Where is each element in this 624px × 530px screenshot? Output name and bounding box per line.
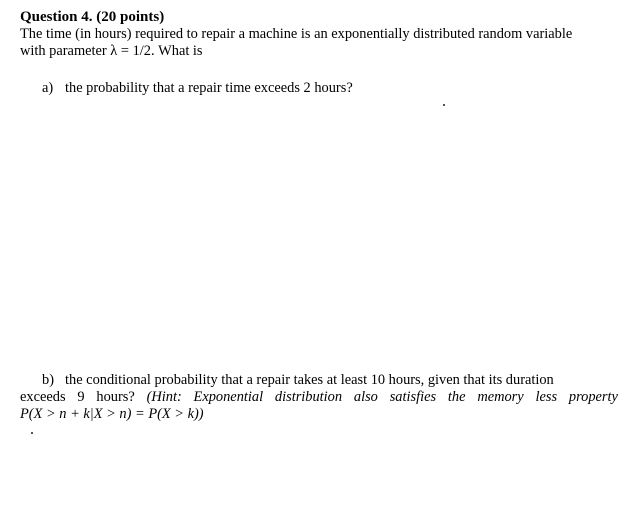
part-a-text: the probability that a repair time exceeds 2 hours? (65, 80, 353, 96)
part-b-line-2 (20, 389, 618, 406)
part-a (42, 80, 353, 97)
part-b-formula: P(X > n + k|X > n) = P(X > k)) (20, 406, 204, 422)
word: the (447, 389, 466, 405)
word: Exponential (193, 389, 264, 405)
part-b (20, 372, 618, 423)
part-b-line-1-text: the conditional probability that a repair takes at least 10 hours, given that its duration (65, 372, 554, 388)
stray-mark (31, 432, 33, 434)
intro-line-2: with parameter λ = 1/2. What is (20, 43, 203, 59)
intro-line-1: The time (in hours) required to repair a machine is an exponentially distributed random variable (20, 26, 573, 42)
word: memory (477, 389, 524, 405)
word: 9 (77, 389, 85, 405)
question-intro (20, 26, 618, 60)
part-b-line-1 (20, 372, 618, 389)
word: also (353, 389, 378, 405)
word: property (568, 389, 618, 405)
word: distribution (274, 389, 343, 405)
question-title: Question 4. (20 points) (20, 9, 165, 25)
word: (Hint: (146, 389, 182, 405)
word: hours? (96, 389, 135, 405)
word: exceeds (20, 389, 66, 405)
part-a-label: a) (42, 80, 54, 96)
part-b-label: b) (42, 372, 54, 388)
word: less (535, 389, 558, 405)
word: satisfies (389, 389, 437, 405)
stray-mark (443, 104, 445, 106)
